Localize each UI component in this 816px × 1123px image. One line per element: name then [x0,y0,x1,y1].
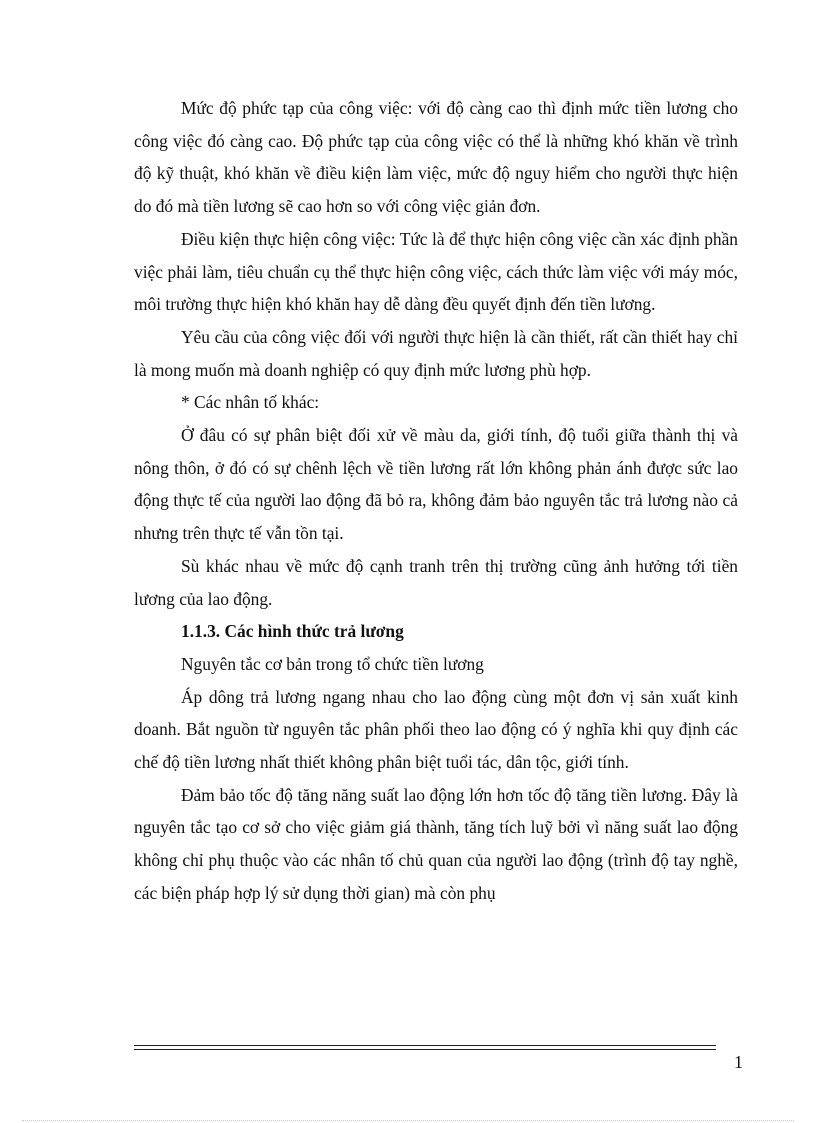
paragraph-discrimination: Ở đâu có sự phân biệt đối xử về màu da, giới tính, độ tuổi giữa thành thị và nông thôn, ở đó có sự chênh lệch về tiền lương rất lớn không phản ánh được sức lao động thực tế của người lao động đã bỏ ra, không đảm bảo nguyên tắc trả lương nào cả nhưng trên thực tế vẫn tồn tại. [134,425,738,544]
paragraph-job-requirements: Yêu cầu của công việc đối với người thực hiện là cần thiết, rất cần thiết hay chỉ là mong muốn mà doanh nghiệp có quy định mức lương phù hợp. [134,326,738,380]
paragraph-equal-pay: Áp dông trả lương ngang nhau cho lao động cùng một đơn vị sản xuất kinh doanh. Bắt nguồn từ nguyên tắc phân phối theo lao động có ý nghĩa khi quy định các chế độ tiền lương nhất thiết không phân biệt tuổi tác, dân tộc, giới tính. [134,686,738,773]
document-body [134,92,738,910]
paragraph-competition: Sù khác nhau về mức độ cạnh tranh trên thị trường cũng ảnh hưởng tới tiền lương của lao động. [134,555,738,609]
page-edge-divider [22,1120,794,1121]
footer-double-rule [134,1045,716,1050]
section-heading: 1.1.3. Các hình thức trả lương [181,621,404,642]
paragraph-job-complexity: Mức độ phức tạp của công việc: với độ càng cao thì định mức tiền lương cho công việc đó càng cao. Độ phức tạp của công việc có thể là những khó khăn về trình độ kỹ thuật, khó khăn về điều kiện làm việc, mức độ nguy hiểm cho người thực hiện do đó mà tiền lương sẽ cao hơn so với công việc giản đơn. [134,98,738,217]
page-number: 1 [734,1052,743,1072]
paragraph-working-conditions: Điều kiện thực hiện công việc: Tức là để thực hiện công việc cần xác định phần việc phải làm, tiêu chuẩn cụ thể thực hiện công việc, cách thức làm việc với máy móc, môi trường thực hiện khó khăn hay dễ dàng đều quyết định đến tiền lương. [134,228,738,315]
paragraph-productivity: Đảm bảo tốc độ tăng năng suất lao động lớn hơn tốc độ tăng tiền lương. Đây là nguyên tắc tạo cơ sở cho việc giảm giá thành, tăng tích luỹ bởi vì năng suất lao động không chỉ phụ thuộc vào các nhân tố chủ quan của người lao động (trình độ tay nghề, các biện pháp hợp lý sử dụng thời gian) mà còn phụ [134,784,738,903]
paragraph-other-factors-label: * Các nhân tố khác: [181,392,320,413]
subheading: Nguyên tắc cơ bản trong tổ chức tiền lương [181,653,484,674]
